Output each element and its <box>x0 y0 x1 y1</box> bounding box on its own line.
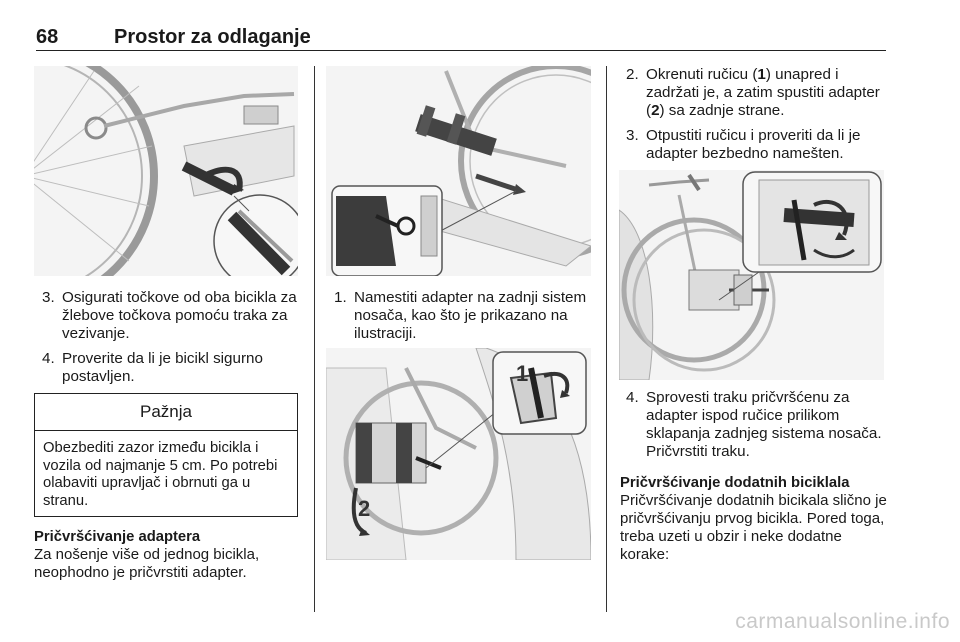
page-number: 68 <box>36 26 59 48</box>
step-text: ) unapred i zadržati je, a zatim spustiti adapter ( <box>646 66 880 119</box>
section-text-adapter: Za nošenje više od jednog bicikla, neophodno je pričvrstiti adapter. <box>34 546 260 581</box>
caution-text: Obezbediti zazor između bicikla i vozila od najmanje 5 cm. Po potrebi olabaviti upravljač i obrnuti ga u stranu. <box>43 440 278 509</box>
step-text: ) sa zadnje strane. <box>659 102 785 119</box>
section-heading-additional-bikes: Pričvršćivanje dodatnih biciklala <box>620 475 850 491</box>
section-heading-adapter: Pričvršćivanje adaptera <box>34 529 201 545</box>
step-text: Otpustiti ručicu i proveriti da li je adapter bezbedno namešten. <box>646 127 861 162</box>
step-number: 3. <box>42 289 55 306</box>
step-number: 2. <box>626 66 639 83</box>
illustration-wheel-strap <box>34 66 298 276</box>
step-text: Sprovesti traku pričvršćenu za adapter ispod ručice prilikom sklapanja zadnjeg sistema nosača. Pričvrstiti traku. <box>646 389 882 460</box>
figure-label-2: 2 <box>358 496 371 521</box>
step-number: 3. <box>626 127 639 144</box>
section-text-additional-bikes: Pričvršćivanje dodatnih bicikala slično je pričvršćivanju prvog bicikla. Pored toga, treba uzeti u obzir i neke dodatne korake: <box>620 492 887 563</box>
figure-label-1: 1 <box>516 361 529 386</box>
illustration-strap-adapter <box>619 170 884 380</box>
list-item <box>620 127 890 163</box>
steps-list-middle <box>328 289 593 350</box>
step-ref-lever: 1 <box>757 66 766 83</box>
caution-box <box>34 393 298 517</box>
column-divider-right <box>606 66 607 612</box>
list-item <box>620 389 890 461</box>
list-item <box>36 289 300 343</box>
step-text: Namestiti adapter na zadnji sistem nosača, kao što je prikazano na ilustraciji. <box>354 289 587 342</box>
illustration-adapter-lever <box>326 348 591 560</box>
step-number: 4. <box>626 389 639 406</box>
list-item <box>36 350 300 386</box>
steps-list-right-top <box>620 66 890 170</box>
step-text: Osigurati točkove od oba bicikla za žlebove točkova pomoću traka za vezivanje. <box>62 289 297 342</box>
step-number: 1. <box>334 289 347 306</box>
steps-list-left <box>36 289 300 393</box>
caution-title: Pažnja <box>35 394 297 431</box>
page-title: Prostor za odlaganje <box>114 26 311 48</box>
page-header <box>36 26 886 51</box>
step-number: 4. <box>42 350 55 367</box>
list-item <box>620 66 890 120</box>
step-ref-adapter: 2 <box>651 102 660 119</box>
illustration-adapter-mount <box>326 66 591 276</box>
list-item <box>328 289 593 343</box>
step-text: Proverite da li je bicikl sigurno postavljen. <box>62 350 263 385</box>
steps-list-right-bottom <box>620 389 890 468</box>
step-text: Okrenuti ručicu ( <box>646 66 758 83</box>
column-divider-left <box>314 66 315 612</box>
watermark: carmanualsonline.info <box>735 610 950 633</box>
